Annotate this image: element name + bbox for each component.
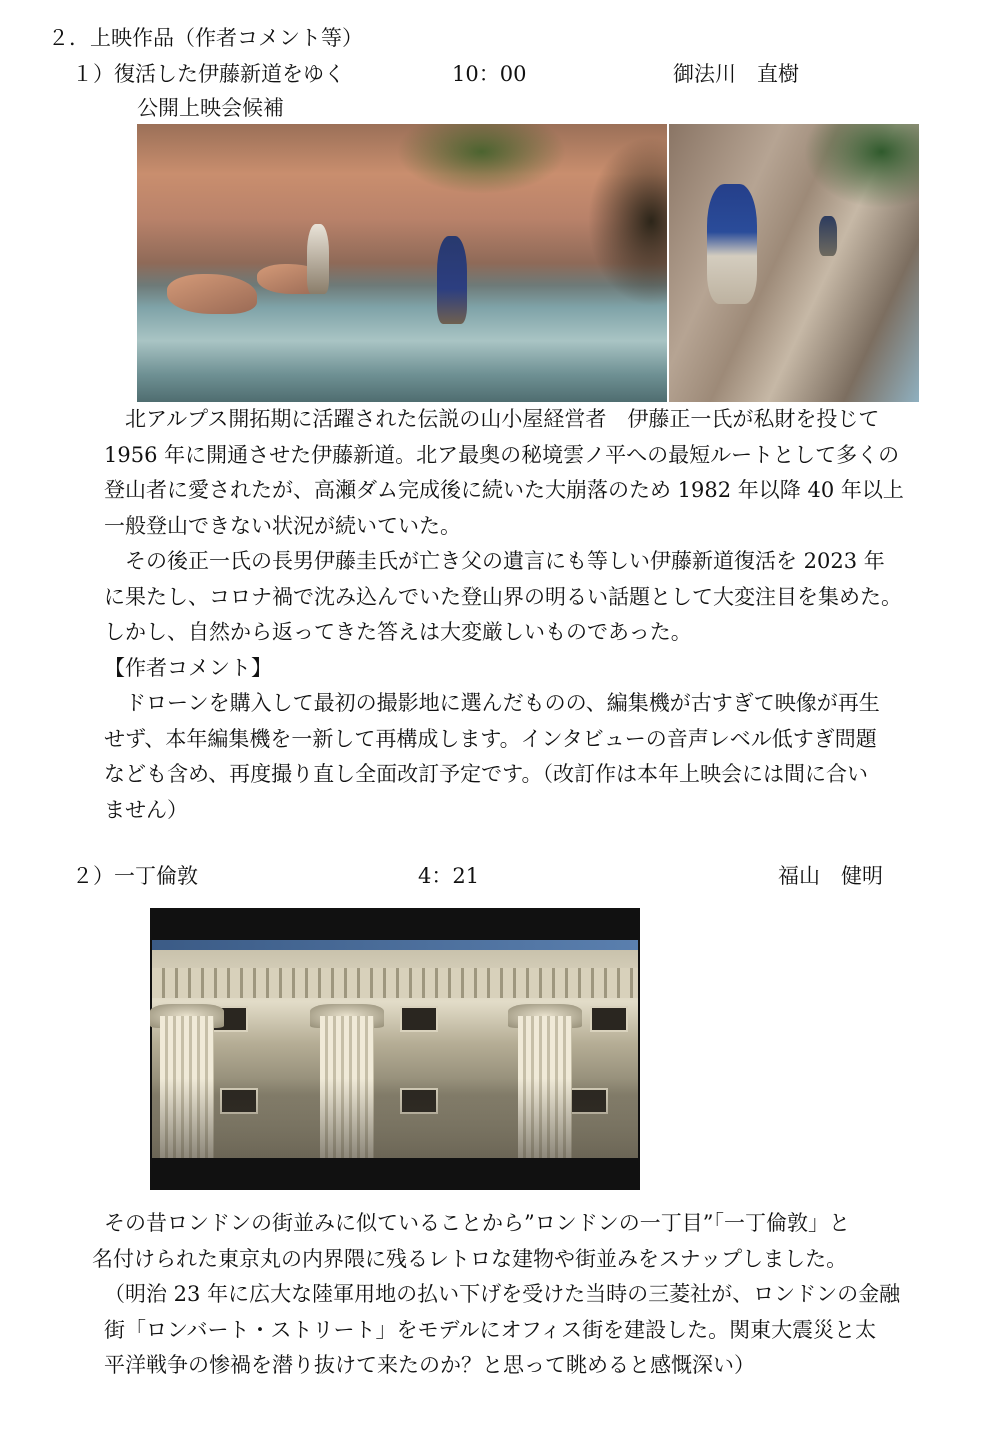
work-1-line: 北アルプス開拓期に活躍された伝説の山小屋経営者 伊藤正一氏が私財を投じて (104, 407, 880, 431)
work-2-description (92, 1206, 972, 1384)
work-1-line: に果たし、コロナ禍で沈み込んでいた登山界の明るい話題として大変注目を集めた。 (104, 584, 902, 609)
work-1-author: 御法川 直樹 (673, 62, 799, 86)
building-facade-photo (150, 908, 640, 1190)
work-1-title: １）復活した伊藤新道をゆく (72, 62, 345, 86)
work-1-comment-line: ドローンを購入して最初の撮影地に選んだものの、編集機が古すぎて映像が再生 (104, 691, 880, 715)
work-1-line: 登山者に愛されたが、高瀬ダム完成後に続いた大崩落のため 1982 年以降 40 年以上 (104, 478, 904, 502)
work-2-line: 名付けられた東京丸の内界隈に残るレトロな建物や街並みをスナップしました。 (92, 1246, 848, 1271)
section-heading: ２．上映作品（作者コメント等） (48, 26, 363, 50)
work-1-description (104, 402, 968, 828)
author-comment-heading: 【作者コメント】 (104, 655, 272, 680)
work-2-line: 街「ロンバート・ストリート」をモデルにオフィス街を建設した。関東大震災と太 (104, 1317, 877, 1342)
work-2-duration: 4：21 (418, 864, 480, 888)
work-2-line: （明治 23 年に広大な陸軍用地の払い下げを受けた当時の三菱社が、ロンドンの金融 (104, 1282, 901, 1306)
work-1-note: 公開上映会候補 (137, 96, 284, 120)
work-1-duration: 10：00 (452, 62, 527, 86)
work-2-title: ２）一丁倫敦 (72, 864, 198, 888)
work-1-line: 一般登山できない状況が続いていた。 (104, 513, 461, 538)
work-1-comment-line: なども含め、再度撮り直し全面改訂予定です。（改訂作は本年上映会には間に合い (104, 762, 868, 786)
work-2-line: 平洋戦争の惨禍を潜り抜けて来たのか？と思って眺めると感慨深い） (104, 1353, 755, 1377)
cliff-climb-photo (669, 124, 919, 402)
work-1-comment-line: せず、本年編集機を一新して再構成します。インタビューの音声レベル低すぎ問題 (104, 726, 877, 751)
work-1-line: しかし、自然から返ってきた答えは大変厳しいものであった。 (104, 620, 692, 644)
river-crossing-photo (137, 124, 667, 402)
work-1-line: 1956 年に開通させた伊藤新道。北ア最奥の秘境雲ノ平への最短ルートとして多くの (104, 442, 900, 467)
work-2-line: その昔ロンドンの街並みに似ていることから”ロンドンの一丁目”「一丁倫敦」と (104, 1211, 850, 1235)
work-1-line: その後正一氏の長男伊藤圭氏が亡き父の遺言にも等しい伊藤新道復活を 2023 年 (104, 549, 885, 573)
work-1-comment-line: ません） (104, 797, 188, 822)
work-2-author: 福山 健明 (778, 864, 883, 888)
